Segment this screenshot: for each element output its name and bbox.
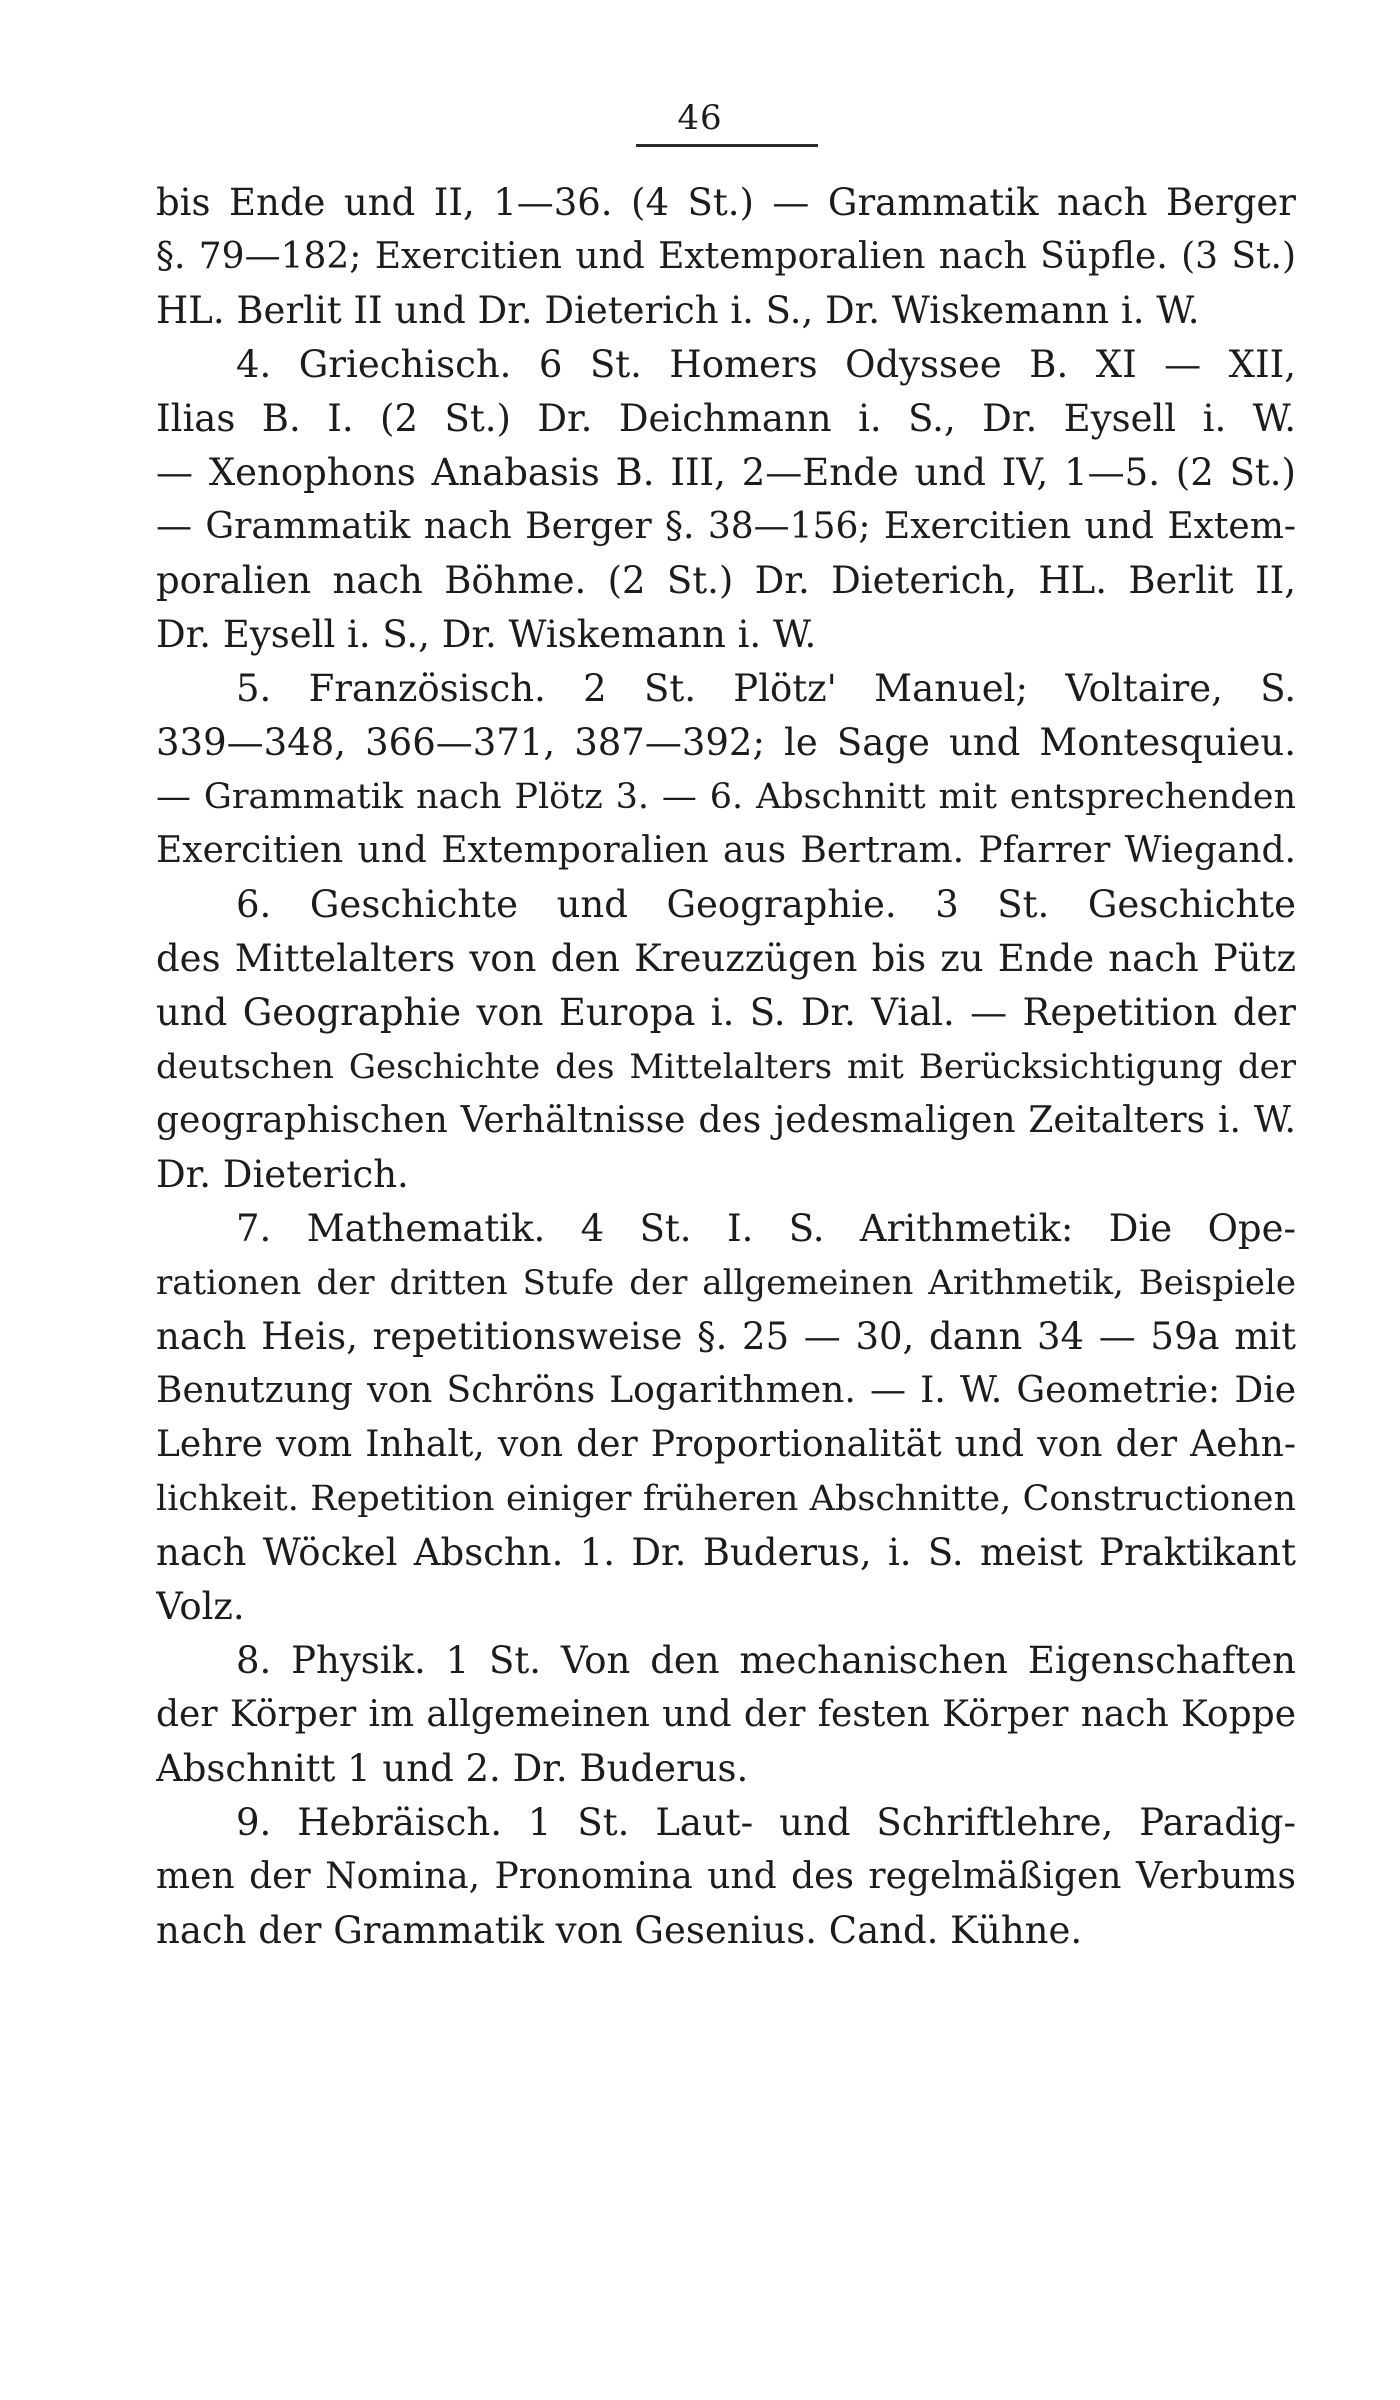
text-line: 9. Hebräisch. 1 St. Laut- und Schriftlehre, Paradig-: [236, 1801, 1296, 1844]
text-line: Benutzung von Schröns Logarithmen. — I. W. Geometrie: Die: [156, 1370, 1296, 1411]
text-line: und Geographie von Europa i. S. Dr. Vial. — Repetition der: [156, 991, 1296, 1034]
text-line: nach Heis, repetitionsweise §. 25 — 30, dann 34 — 59a mit: [156, 1315, 1296, 1358]
text-line: der Körper im allgemeinen und der festen Körper nach Koppe: [156, 1694, 1296, 1735]
text-line: 6. Geschichte und Geographie. 3 St. Geschichte: [236, 883, 1296, 926]
text-line: Dr. Dieterich.: [156, 1153, 409, 1196]
text-line: Exercitien und Extemporalien aus Bertram. Pfarrer Wiegand.: [156, 830, 1296, 871]
text-line: 8. Physik. 1 St. Von den mechanischen Eigenschaften: [236, 1639, 1296, 1682]
text-line: Abschnitt 1 und 2. Dr. Buderus.: [156, 1747, 749, 1790]
text-line: nach der Grammatik von Gesenius. Cand. Kühne.: [156, 1909, 1083, 1952]
text-line: Volz.: [156, 1585, 245, 1628]
page-number: 46: [677, 98, 723, 138]
text-line: §. 79—182; Exercitien und Extemporalien nach Süpfle. (3 St.): [156, 236, 1296, 277]
text-line: Lehre vom Inhalt, von der Proportionalität und von der Aehn-: [156, 1424, 1296, 1465]
text-line: geographischen Verhältnisse des jedesmaligen Zeitalters i. W.: [156, 1100, 1296, 1141]
text-line: — Grammatik nach Plötz 3. — 6. Abschnitt mit entsprechenden: [156, 777, 1296, 817]
text-line: rationen der dritten Stufe der allgemeinen Arithmetik, Beispiele: [156, 1263, 1296, 1303]
text-line: bis Ende und II, 1—36. (4 St.) — Grammatik nach Berger: [156, 181, 1296, 224]
text-line: — Xenophons Anabasis B. III, 2—Ende und IV, 1—5. (2 St.): [156, 451, 1296, 494]
text-line: Dr. Eysell i. S., Dr. Wiskemann i. W.: [156, 613, 817, 656]
text-line: 4. Griechisch. 6 St. Homers Odyssee B. XI — XII,: [236, 343, 1296, 386]
text-line: nach Wöckel Abschn. 1. Dr. Buderus, i. S. meist Praktikant: [156, 1531, 1296, 1574]
text-line: 339—348, 366—371, 387—392; le Sage und Montesquieu.: [156, 721, 1296, 764]
text-line: 5. Französisch. 2 St. Plötz' Manuel; Voltaire, S.: [236, 667, 1296, 710]
text-line: 7. Mathematik. 4 St. I. S. Arithmetik: Die Ope-: [236, 1207, 1296, 1250]
text-line: — Grammatik nach Berger §. 38—156; Exercitien und Extem-: [156, 506, 1296, 547]
text-line: des Mittelalters von den Kreuzzügen bis zu Ende nach Pütz: [156, 937, 1296, 980]
text-line: HL. Berlit II und Dr. Dieterich i. S., Dr. Wiskemann i. W.: [156, 289, 1200, 332]
header-rule: [636, 144, 818, 147]
text-line: lichkeit. Repetition einiger früheren Abschnitte, Constructionen: [156, 1479, 1296, 1519]
text-line: men der Nomina, Pronomina und des regelmäßigen Verbums: [156, 1856, 1296, 1897]
text-line: poralien nach Böhme. (2 St.) Dr. Dieterich, HL. Berlit II,: [156, 559, 1296, 602]
body-text: [156, 176, 1296, 1958]
text-line: deutschen Geschichte des Mittelalters mit Berücksichtigung der: [156, 1047, 1296, 1087]
text-line: Ilias B. I. (2 St.) Dr. Deichmann i. S., Dr. Eysell i. W.: [156, 397, 1296, 440]
